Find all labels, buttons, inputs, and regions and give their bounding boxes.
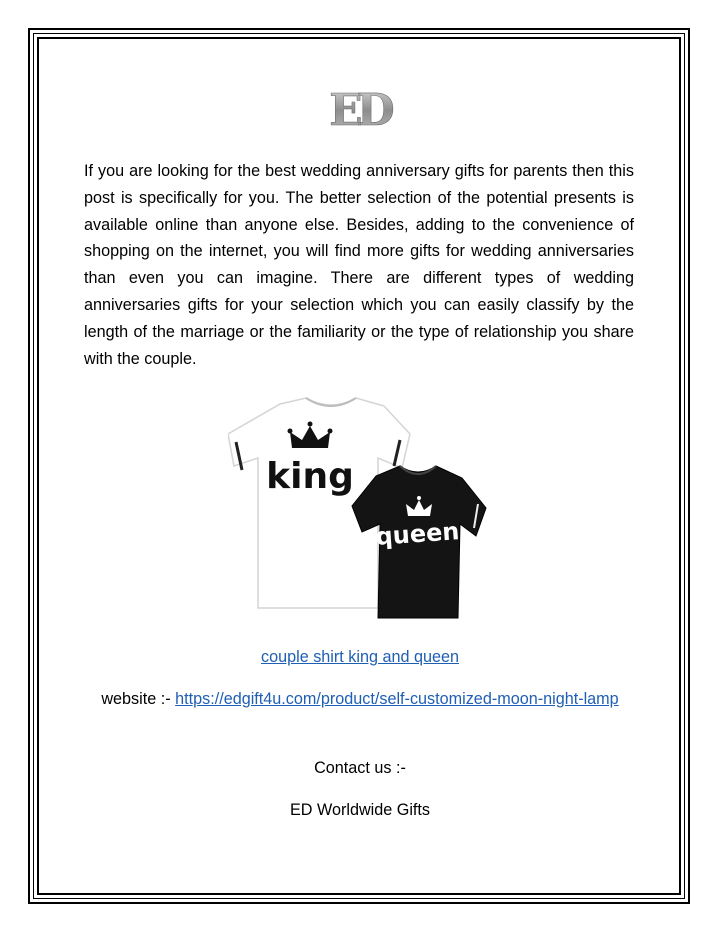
website-line — [60, 686, 660, 712]
couple-shirts-image — [228, 392, 492, 622]
intro-paragraph: If you are looking for the best wedding anniversary gifts for parents then this post is specifically for you. The better selection of the potential presents is available online than anyone else. Besides, adding to the convenience of shopping on the internet, you will find more gifts for wedding anniversaries than even you can imagine. There are different types of wedding anniversaries gifts for your selection which you can easily classify by the length of the marriage or the familiarity or the type of relationship you share with the couple. — [84, 162, 634, 368]
ed-brand-logo — [318, 88, 400, 132]
website-url-link[interactable]: https://edgift4u.com/product/self-customized-moon-night-lamp — [175, 690, 619, 708]
website-label: website :- — [101, 690, 176, 708]
logo-text: ED — [329, 88, 389, 132]
contact-label: Contact us :- — [314, 759, 406, 777]
company-name: ED Worldwide Gifts — [289, 801, 431, 819]
product-link-line — [60, 644, 660, 670]
product-link[interactable]: couple shirt king and queen — [261, 648, 459, 666]
king-shirt-text: king — [266, 456, 354, 497]
queen-shirt-text: queen — [374, 517, 461, 551]
